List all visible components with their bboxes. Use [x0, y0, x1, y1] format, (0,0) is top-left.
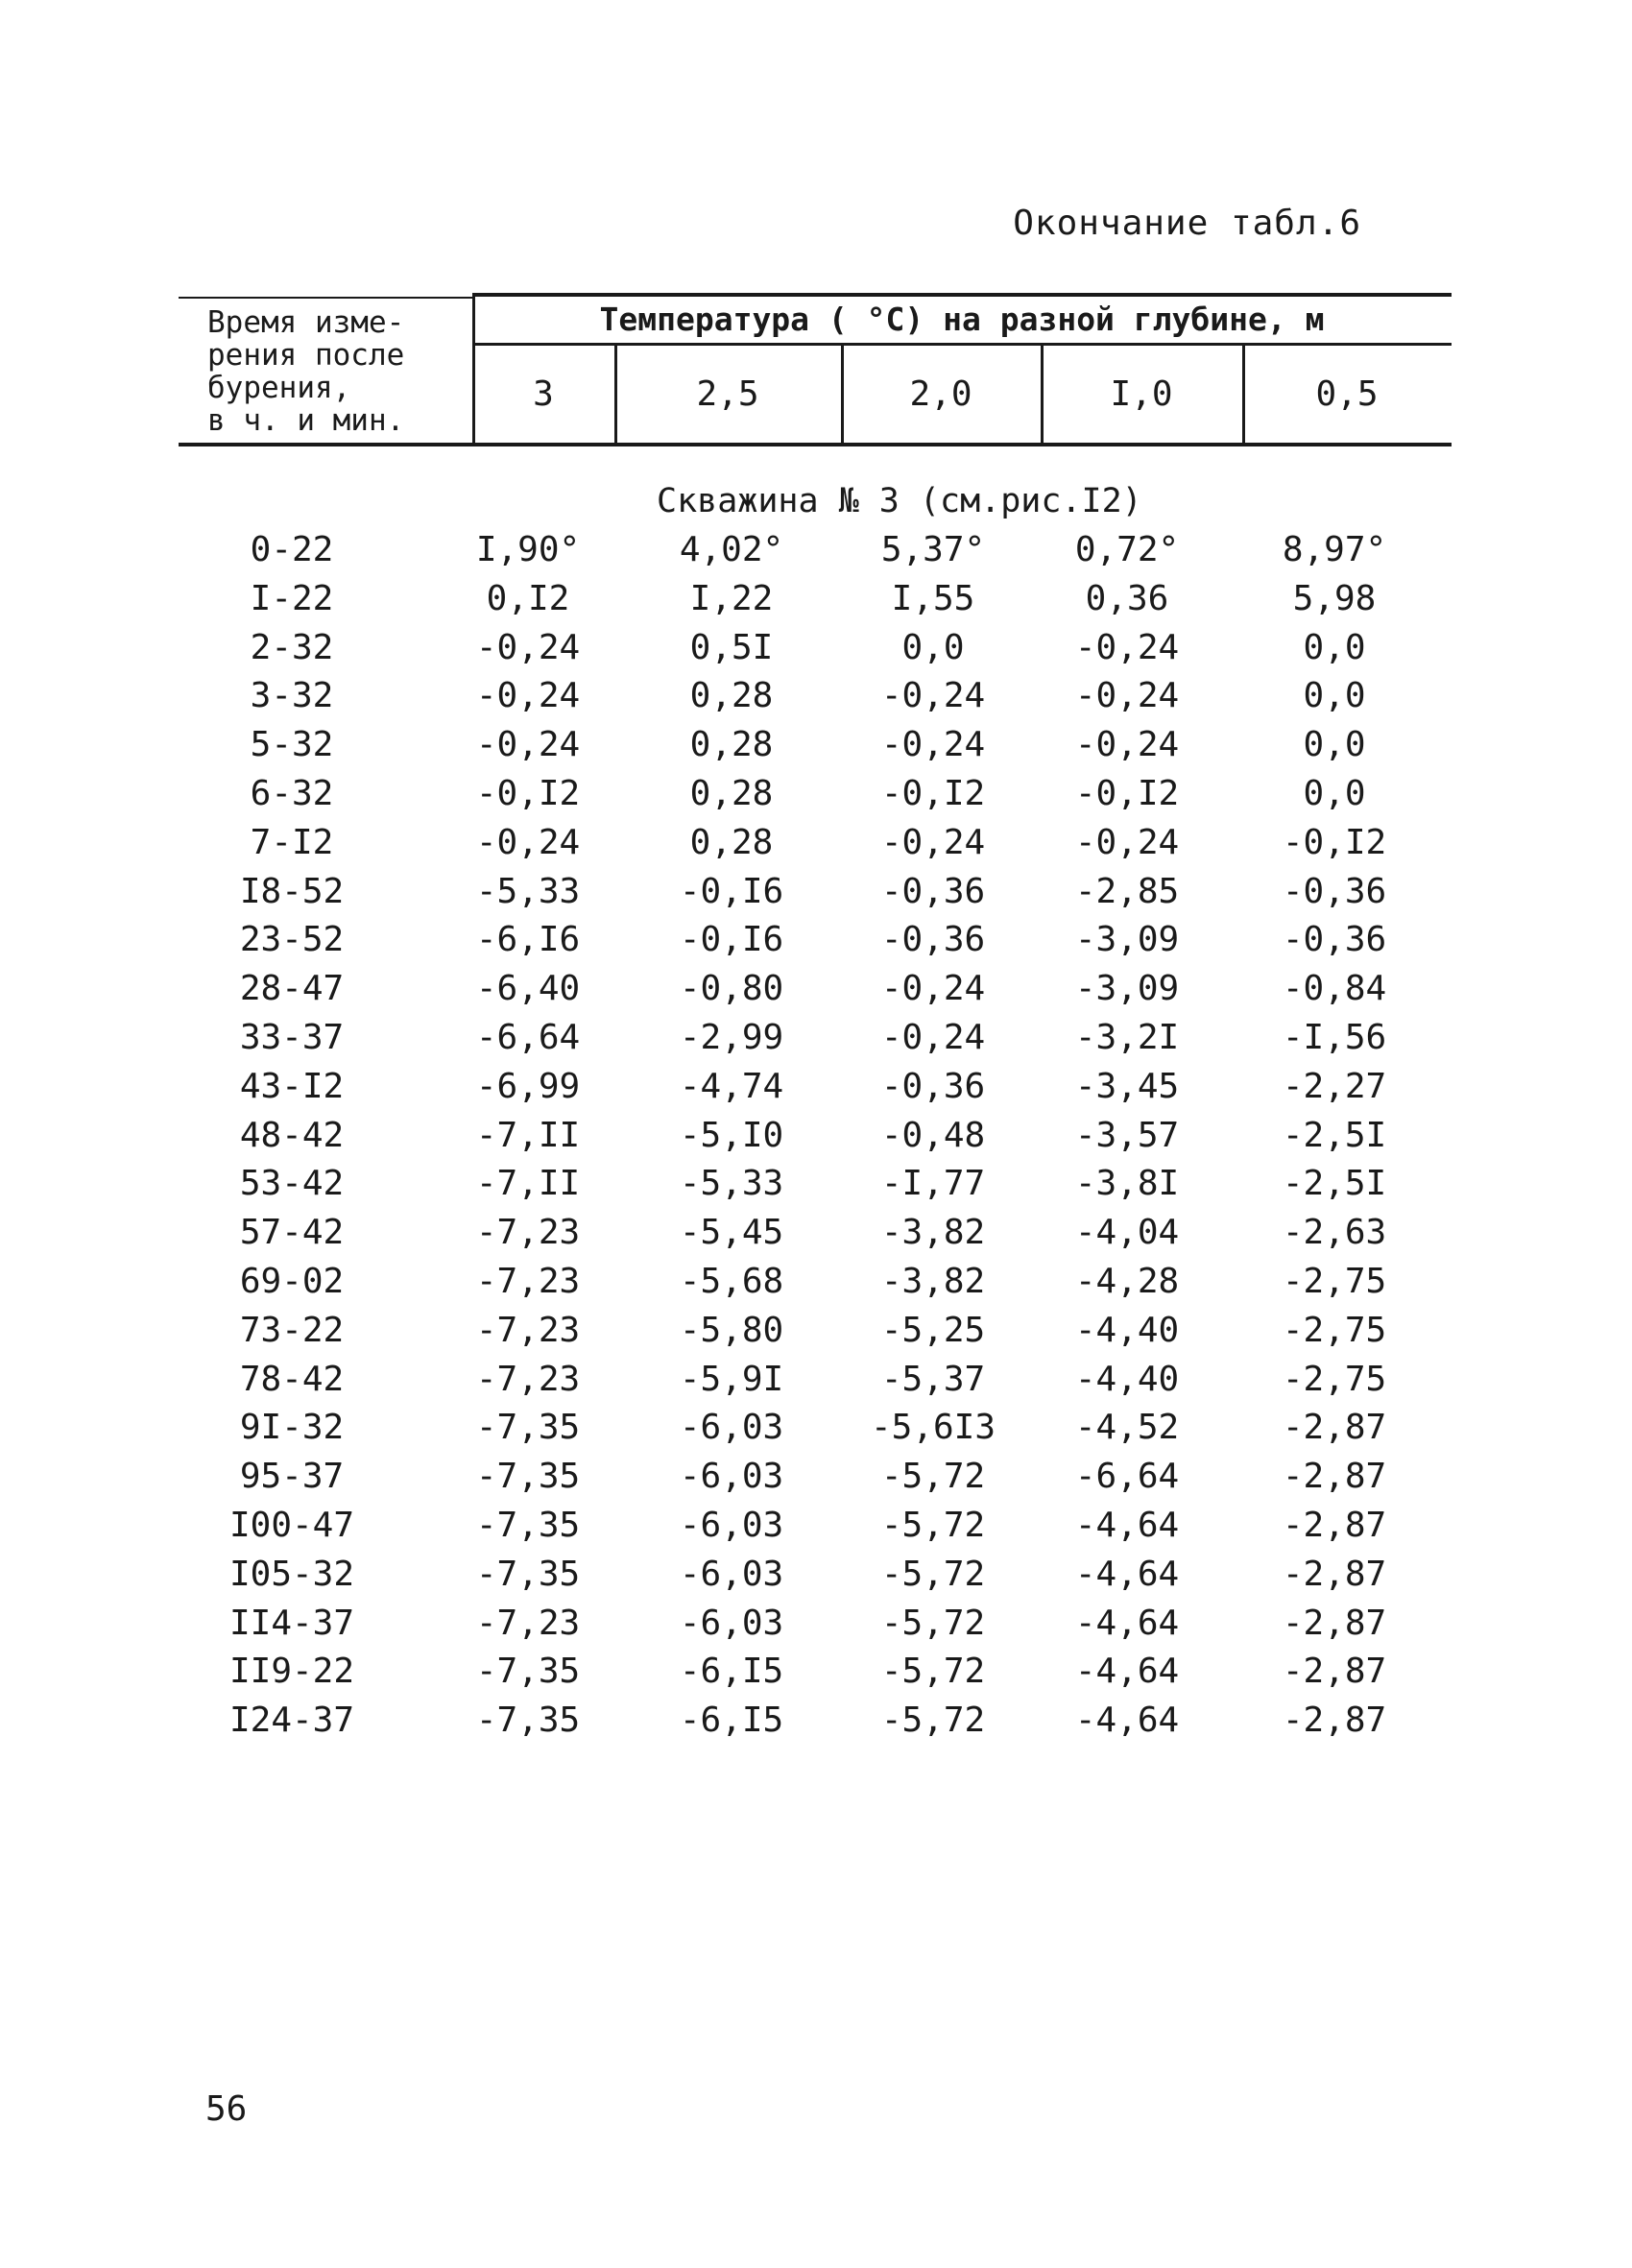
table-row — [0, 868, 1632, 917]
temperature-cell: -0,24 — [880, 676, 986, 716]
temperature-cell: -3,82 — [880, 1261, 986, 1301]
temperature-cell: -5,33 — [679, 1164, 784, 1204]
table-row — [0, 1160, 1632, 1209]
table-row — [0, 1551, 1632, 1600]
temperature-cell: -3,57 — [1074, 1115, 1180, 1155]
temperature-header: Температура ( °C) на разной глубине, м — [599, 301, 1325, 338]
temperature-cell: -2,75 — [1282, 1359, 1387, 1399]
table-row — [0, 1014, 1632, 1063]
temperature-cell: -6,I5 — [679, 1701, 784, 1741]
temperature-cell: -7,35 — [475, 1554, 581, 1594]
depth-header: I,0 — [1110, 374, 1173, 414]
temperature-cell: -2,75 — [1282, 1310, 1387, 1350]
table-row — [0, 1258, 1632, 1307]
temperature-cell: -4,04 — [1074, 1213, 1180, 1253]
temperature-cell: -0,36 — [880, 871, 986, 911]
time-cell: I8-52 — [239, 871, 345, 911]
temperature-cell: -7,II — [475, 1115, 581, 1155]
temperature-cell: -6,I6 — [475, 920, 581, 960]
temperature-cell: -0,24 — [1074, 627, 1180, 667]
temperature-cell: -0,I2 — [880, 773, 986, 813]
temperature-cell: -0,80 — [679, 969, 784, 1009]
temperature-cell: -6,64 — [475, 1017, 581, 1057]
table-row — [0, 721, 1632, 770]
temperature-cell: -0,36 — [1282, 920, 1387, 960]
temperature-cell: -7,II — [475, 1164, 581, 1204]
temperature-cell: -0,24 — [880, 725, 986, 765]
table-row — [0, 1648, 1632, 1697]
temperature-cell: -5,72 — [880, 1652, 986, 1692]
table-row — [0, 575, 1632, 624]
temperature-cell: -6,99 — [475, 1066, 581, 1106]
temperature-cell: -6,03 — [679, 1554, 784, 1594]
header-bottom-rule — [179, 443, 1452, 446]
temperature-cell: -4,40 — [1074, 1359, 1180, 1399]
temperature-cell: -6,03 — [679, 1603, 784, 1643]
time-cell: 23-52 — [239, 920, 345, 960]
temperature-cell: -3,2I — [1074, 1017, 1180, 1057]
temperature-cell: 0,28 — [689, 822, 774, 862]
temperature-cell: -5,72 — [880, 1457, 986, 1497]
temperature-cell: -2,5I — [1282, 1164, 1387, 1204]
table-row — [0, 1502, 1632, 1551]
time-cell: 2-32 — [250, 627, 334, 667]
temperature-cell: -7,23 — [475, 1213, 581, 1253]
temperature-cell: -0,I6 — [679, 871, 784, 911]
temperature-cell: -2,5I — [1282, 1115, 1387, 1155]
temperature-cell: -5,6I3 — [870, 1408, 996, 1448]
temperature-cell: -5,45 — [679, 1213, 784, 1253]
temperature-cell: -6,03 — [679, 1457, 784, 1497]
time-cell: 3-32 — [250, 676, 334, 716]
temperature-cell: -5,68 — [679, 1261, 784, 1301]
temperature-cell: 8,97° — [1282, 530, 1387, 569]
temperature-cell: -5,80 — [679, 1310, 784, 1350]
temperature-cell: -0,I2 — [1282, 822, 1387, 862]
temperature-cell: -7,35 — [475, 1457, 581, 1497]
time-cell: 78-42 — [239, 1359, 345, 1399]
temperature-cell: -7,35 — [475, 1701, 581, 1741]
temperature-cell: -0,24 — [475, 725, 581, 765]
temperature-cell: -0,24 — [475, 676, 581, 716]
temperature-cell: -0,24 — [1074, 725, 1180, 765]
time-cell: 0-22 — [250, 530, 334, 569]
temperature-cell: 0,0 — [1303, 627, 1366, 667]
header-mid-rule — [472, 343, 1452, 346]
temperature-cell: -5,72 — [880, 1554, 986, 1594]
table-header — [179, 293, 1452, 446]
time-cell: 5-32 — [250, 725, 334, 765]
temperature-cell: -6,64 — [1074, 1457, 1180, 1497]
temperature-cell: 0,0 — [901, 627, 965, 667]
header-left-rule — [179, 297, 472, 299]
table-row — [0, 1112, 1632, 1161]
table-row — [0, 1697, 1632, 1746]
time-cell: I05-32 — [228, 1554, 355, 1594]
table-caption: Окончание табл.6 — [1013, 204, 1361, 243]
table-row — [0, 1356, 1632, 1405]
temperature-cell: -6,03 — [679, 1505, 784, 1545]
temperature-cell: -4,64 — [1074, 1603, 1180, 1643]
table-body — [0, 526, 1632, 1746]
temperature-cell: -0,84 — [1282, 969, 1387, 1009]
temperature-cell: -2,87 — [1282, 1554, 1387, 1594]
temperature-cell: -2,27 — [1282, 1066, 1387, 1106]
temperature-cell: I,55 — [891, 578, 975, 618]
temperature-cell: I,22 — [689, 578, 774, 618]
temperature-cell: -2,87 — [1282, 1505, 1387, 1545]
temperature-cell: 0,0 — [1303, 676, 1366, 716]
table-row — [0, 1209, 1632, 1258]
temperature-cell: -4,28 — [1074, 1261, 1180, 1301]
temperature-cell: 0,0 — [1303, 773, 1366, 813]
temperature-cell: -3,8I — [1074, 1164, 1180, 1204]
temperature-cell: 5,98 — [1292, 578, 1377, 618]
depth-header: 0,5 — [1315, 374, 1379, 414]
time-cell: 28-47 — [239, 969, 345, 1009]
temperature-cell: -5,72 — [880, 1505, 986, 1545]
temperature-cell: 0,36 — [1085, 578, 1169, 618]
table-row — [0, 770, 1632, 819]
temperature-cell: -6,03 — [679, 1408, 784, 1448]
time-cell: II9-22 — [228, 1652, 355, 1692]
temperature-cell: -2,87 — [1282, 1603, 1387, 1643]
temperature-cell: 0,28 — [689, 725, 774, 765]
temperature-cell: -2,85 — [1074, 871, 1180, 911]
temperature-cell: -2,63 — [1282, 1213, 1387, 1253]
table-row — [0, 965, 1632, 1014]
time-cell: I00-47 — [228, 1505, 355, 1545]
borehole-subtitle: Скважина № 3 (см.рис.I2) — [657, 482, 1142, 520]
time-cell: 43-I2 — [239, 1066, 345, 1106]
temperature-cell: -7,23 — [475, 1603, 581, 1643]
temperature-cell: -5,I0 — [679, 1115, 784, 1155]
temperature-cell: -2,75 — [1282, 1261, 1387, 1301]
temperature-cell: -0,24 — [880, 822, 986, 862]
temperature-cell: -0,24 — [880, 1017, 986, 1057]
temperature-cell: -2,99 — [679, 1017, 784, 1057]
time-cell: 7-I2 — [250, 822, 334, 862]
temperature-cell: 0,28 — [689, 773, 774, 813]
temperature-cell: -0,I2 — [475, 773, 581, 813]
temperature-cell: 0,28 — [689, 676, 774, 716]
time-cell: 48-42 — [239, 1115, 345, 1155]
temperature-cell: -7,23 — [475, 1359, 581, 1399]
temperature-cell: -6,40 — [475, 969, 581, 1009]
table-row — [0, 1453, 1632, 1502]
temperature-cell: -3,45 — [1074, 1066, 1180, 1106]
temperature-cell: 5,37° — [880, 530, 986, 569]
temperature-cell: -0,48 — [880, 1115, 986, 1155]
temperature-cell: -2,87 — [1282, 1408, 1387, 1448]
temperature-cell: -7,35 — [475, 1408, 581, 1448]
table-row — [0, 1404, 1632, 1453]
table-row — [0, 526, 1632, 575]
temperature-cell: -3,09 — [1074, 920, 1180, 960]
temperature-cell: 0,5I — [689, 627, 774, 667]
time-cell: II4-37 — [228, 1603, 355, 1643]
time-cell: I24-37 — [228, 1701, 355, 1741]
temperature-cell: -7,23 — [475, 1261, 581, 1301]
temperature-cell: -4,64 — [1074, 1554, 1180, 1594]
temperature-cell: 0,I2 — [486, 578, 570, 618]
temperature-cell: -5,33 — [475, 871, 581, 911]
time-cell: 69-02 — [239, 1261, 345, 1301]
temperature-cell: -0,36 — [1282, 871, 1387, 911]
temperature-cell: -4,74 — [679, 1066, 784, 1106]
table-row — [0, 819, 1632, 868]
temperature-cell: -0,36 — [880, 920, 986, 960]
time-cell: 57-42 — [239, 1213, 345, 1253]
temperature-cell: -7,35 — [475, 1652, 581, 1692]
temperature-cell: -0,24 — [1074, 822, 1180, 862]
table-row — [0, 1600, 1632, 1649]
temperature-cell: -0,36 — [880, 1066, 986, 1106]
time-column-header: Время изме- рения после бурения, в ч. и мин. — [207, 305, 405, 438]
temperature-cell: -I,77 — [880, 1164, 986, 1204]
temperature-cell: -4,52 — [1074, 1408, 1180, 1448]
table-row — [0, 1307, 1632, 1356]
depth-header: 2,5 — [696, 374, 759, 414]
page-number: 56 — [205, 2089, 248, 2129]
temperature-cell: -2,87 — [1282, 1701, 1387, 1741]
table-row — [0, 624, 1632, 673]
time-cell: 73-22 — [239, 1310, 345, 1350]
time-cell: I-22 — [250, 578, 334, 618]
temperature-cell: -5,25 — [880, 1310, 986, 1350]
temperature-cell: I,90° — [475, 530, 581, 569]
temperature-cell: -0,I6 — [679, 920, 784, 960]
temperature-cell: -0,24 — [475, 822, 581, 862]
time-cell: 33-37 — [239, 1017, 345, 1057]
temperature-cell: -0,24 — [880, 969, 986, 1009]
temperature-cell: 4,02° — [679, 530, 784, 569]
temperature-cell: -4,40 — [1074, 1310, 1180, 1350]
time-cell: 95-37 — [239, 1457, 345, 1497]
temperature-cell: -4,64 — [1074, 1701, 1180, 1741]
temperature-cell: -7,35 — [475, 1505, 581, 1545]
temperature-cell: -5,72 — [880, 1701, 986, 1741]
temperature-cell: -3,82 — [880, 1213, 986, 1253]
temperature-cell: -0,I2 — [1074, 773, 1180, 813]
temperature-cell: -7,23 — [475, 1310, 581, 1350]
temperature-cell: -5,9I — [679, 1359, 784, 1399]
time-cell: 9I-32 — [239, 1408, 345, 1448]
temperature-cell: -2,87 — [1282, 1652, 1387, 1692]
temperature-cell: 0,0 — [1303, 725, 1366, 765]
temperature-cell: -2,87 — [1282, 1457, 1387, 1497]
table-row — [0, 672, 1632, 721]
depth-header: 3 — [533, 374, 554, 414]
temperature-cell: -3,09 — [1074, 969, 1180, 1009]
temperature-cell: -4,64 — [1074, 1505, 1180, 1545]
temperature-cell: -5,72 — [880, 1603, 986, 1643]
temperature-cell: -4,64 — [1074, 1652, 1180, 1692]
temperature-cell: -6,I5 — [679, 1652, 784, 1692]
depth-header: 2,0 — [909, 374, 972, 414]
table-row — [0, 1063, 1632, 1112]
temperature-cell: -I,56 — [1282, 1017, 1387, 1057]
temperature-cell: 0,72° — [1074, 530, 1180, 569]
temperature-cell: -5,37 — [880, 1359, 986, 1399]
time-cell: 6-32 — [250, 773, 334, 813]
temperature-cell: -0,24 — [1074, 676, 1180, 716]
time-cell: 53-42 — [239, 1164, 345, 1204]
temperature-cell: -0,24 — [475, 627, 581, 667]
table-row — [0, 916, 1632, 965]
